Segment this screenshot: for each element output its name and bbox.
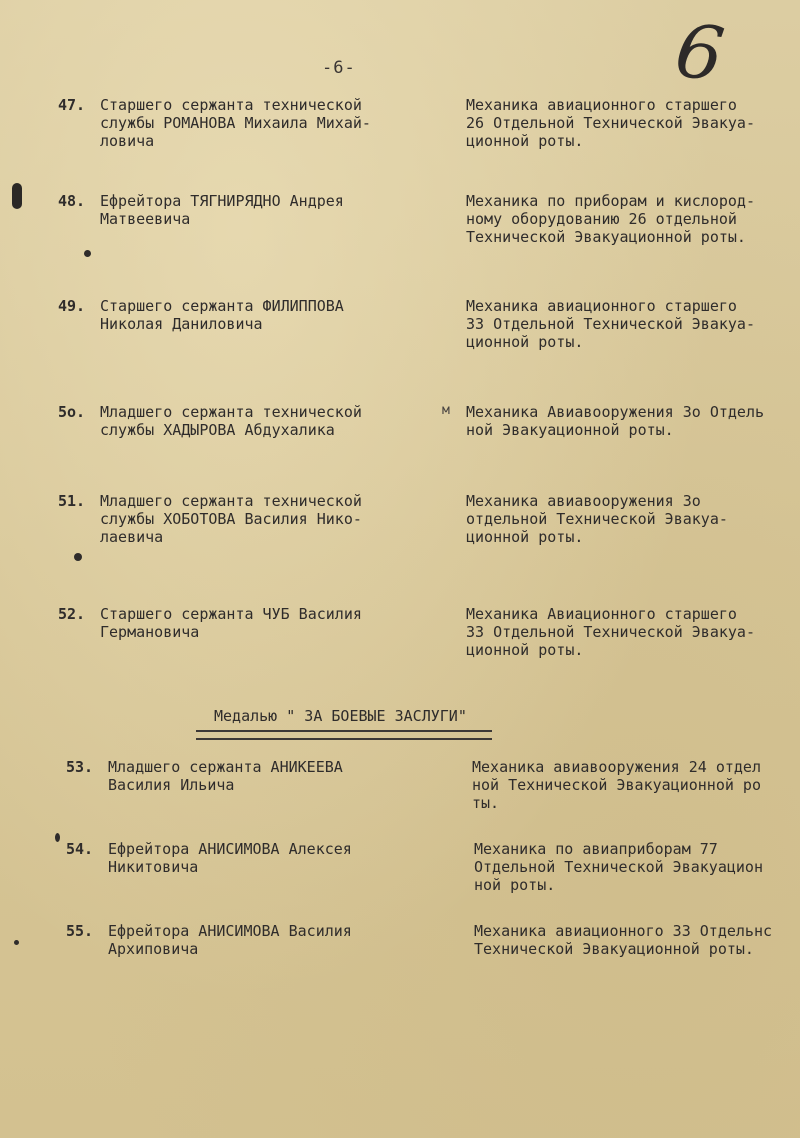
entry-person: Младшего сержанта технической службы ХАДЫРОВА Абдухалика xyxy=(100,403,362,439)
entry-number: 49. xyxy=(58,297,86,315)
entry-number: 51. xyxy=(58,492,86,510)
entry-number: 47. xyxy=(58,96,86,114)
punch-hole-mark xyxy=(12,183,22,209)
entry-position: Механика авиавооружения 24 отдел ной Технической Эвакуационной ро ты. xyxy=(472,758,761,812)
entry-position: Механика Авиационного старшего 33 Отдельной Технической Эвакуа- ционной роты. xyxy=(466,605,755,659)
entry-person: Старшего сержанта технической службы РОМАНОВА Михаила Михай- ловича xyxy=(100,96,371,150)
ink-speck xyxy=(74,553,82,561)
entry-number: 5o. xyxy=(58,403,86,421)
entry-person: Ефрейтора АНИСИМОВА Алексея Никитовича xyxy=(108,840,352,876)
entry-position: Механика по авиаприборам 77 Отдельной Технической Эвакуацион ной роты. xyxy=(474,840,763,894)
entry-person: Старшего сержанта ЧУБ Василия Германовича xyxy=(100,605,362,641)
entry-position: Механика Авиавооружения 3о Отдель ной Эвакуационной роты. xyxy=(466,403,765,439)
handwritten-page-number: 6 xyxy=(670,7,729,99)
ink-speck xyxy=(55,833,60,842)
entry-position: Механика по приборам и кислород- ному оборудованию 26 отдельной Технической Эвакуационной роты. xyxy=(466,192,755,246)
entry-position: Механика авиационного старшего 33 Отдельной Технической Эвакуа- ционной роты. xyxy=(466,297,755,351)
entry-position: Механика авиационного 33 Отдельнс Технической Эвакуационной роты. xyxy=(474,922,773,958)
entry-number: 48. xyxy=(58,192,86,210)
ink-speck xyxy=(14,940,19,945)
entry-number: 55. xyxy=(66,922,94,940)
entry-person: Ефрейтора ТЯГНИРЯДНО Андрея Матвеевича xyxy=(100,192,344,228)
entry-person: Младшего сержанта технической службы ХОБОТОВА Василия Нико- лаевича xyxy=(100,492,362,546)
ink-speck xyxy=(84,250,91,257)
heading-double-underline xyxy=(196,730,492,740)
entry-position: Механика авиавооружения 3о отдельной Технической Эвакуа- ционной роты. xyxy=(466,492,728,546)
margin-marker: м xyxy=(442,403,450,418)
entry-position: Механика авиационного старшего 26 Отдельной Технической Эвакуа- ционной роты. xyxy=(466,96,755,150)
entry-person: Ефрейтора АНИСИМОВА Василия Архиповича xyxy=(108,922,352,958)
medal-section-heading: Медалью " ЗА БОЕВЫЕ ЗАСЛУГИ" xyxy=(214,707,467,725)
entry-person: Младшего сержанта АНИКЕЕВА Василия Ильича xyxy=(108,758,343,794)
entry-number: 52. xyxy=(58,605,86,623)
page-number: -6- xyxy=(322,58,356,78)
entry-number: 54. xyxy=(66,840,94,858)
entry-number: 53. xyxy=(66,758,94,776)
entry-person: Старшего сержанта ФИЛИППОВА Николая Даниловича xyxy=(100,297,344,333)
